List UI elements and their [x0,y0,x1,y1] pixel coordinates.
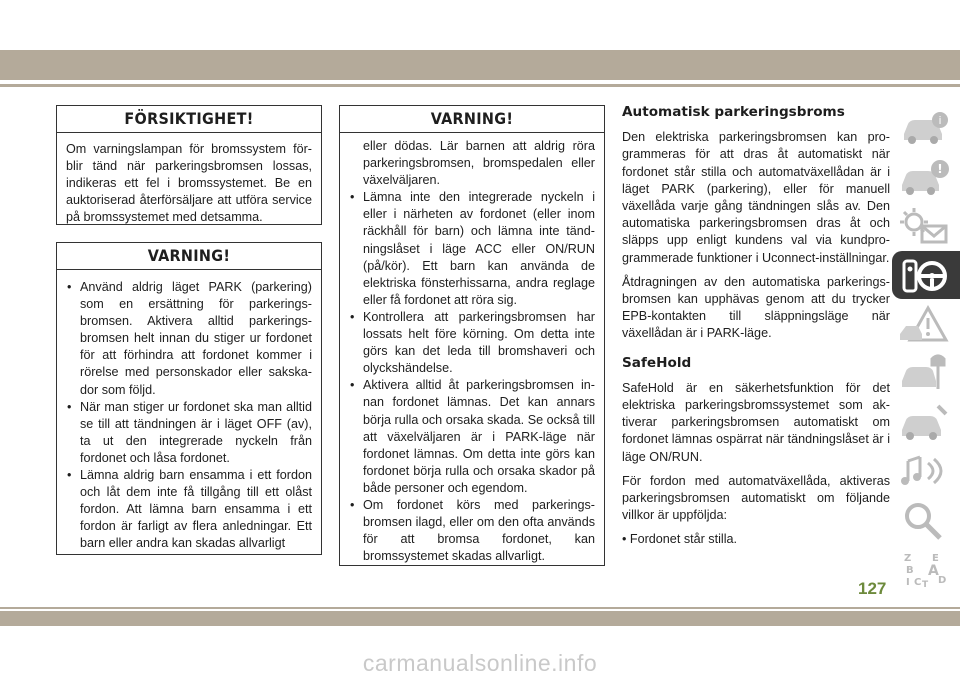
tab-car-alert[interactable] [892,153,960,201]
list-item: eller dödas. Lär barnen att aldrig röra parkeringsbromsen, bromspedalen eller växelväljaren. [363,139,595,188]
car-info-icon [898,108,950,148]
watermark: carmanualsonline.info [362,650,598,676]
index-letter: C [914,577,922,588]
list-item: • När man stiger ur fordonet ska man alltid se till att tändningen är i läget OFF (av), ta ut den integrerade nyckeln från fordonet och låsa fordonet. [66,399,312,467]
warning-box-1 [56,242,322,555]
tab-service-tools[interactable] [892,349,960,397]
list-item: • Lämna inte den integrerade nyckeln i eller i närheten av fordonet (eller inom räckhåll för barn) och lämna inte tänd-ningslåset i läge ACC eller ON/RUN (på/kör). Ett barn kan använda de elektriska fönsterhissarna, andra reglage eller få fordonet att röra sig. [349,189,595,309]
car-service-icon [898,402,950,442]
paragraph: SafeHold är en säkerhetsfunktion för det elektriska parkeringsbromssystemet som ak-tiverar parkeringsbromsen automatiskt om fordonet lämnas ospärrat när tändningslåset är i läge ON/RUN. [622,380,890,464]
list-item: • Kontrollera att parkeringsbromsen har lossats helt före körning. Om detta inte görs kan det leda till bromshaveri och olyckshändelse. [349,309,595,377]
warning-triangle-icon [898,304,950,344]
car-alert-icon [898,157,950,197]
tab-car-info[interactable] [892,104,960,152]
warning-list-2 [349,138,595,565]
index-letter: I [906,577,910,588]
tab-search[interactable] [892,496,960,544]
caution-box [56,105,322,225]
header-band [0,50,960,80]
footer-band [0,611,960,626]
steering-key-icon [898,255,950,295]
list-item: • Använd aldrig läget PARK (parkering) som en ersättning för parkerings-bromsen. Aktivera alltid parkerings-bromsen helt innan du stiger ur fordonet för att förhindra att fordonet kommer i rörelse med personskador eller sakska-dor som följd. [66,279,312,399]
multimedia-icon [898,451,950,491]
bullet-line: • Fordonet står stilla. [622,532,737,547]
index-letter: T [922,580,929,589]
heading-safehold: SafeHold [622,354,692,371]
magnifier-icon [898,500,950,540]
footer-rule [0,607,960,609]
warning-title-2: VARNING! [340,106,604,133]
caution-title: FÖRSIKTIGHET! [57,106,321,133]
dashboard-message-icon [898,206,950,246]
index-letter: D [938,575,947,586]
caution-text: Om varningslampan för bromssystem för-blir tänd när parkeringsbromsen lossas, indikeras ett fel i bromssystemet. Be en auktoriserad återförsäljare att utföra service på bromssystemet med detsamma. [66,142,312,225]
warning-title-1: VARNING! [57,243,321,270]
tab-multimedia[interactable] [892,447,960,495]
service-tools-icon [898,353,950,393]
header-rule [0,84,960,87]
page-number: 127 [858,579,887,598]
paragraph: Den elektriska parkeringsbromsen kan pro-grammeras för att dras åt automatiskt när fordonet står stilla och automatväxellådan är i läget PARK (parkering), eller för manuell växellåda varje gång tändningen slås av. Den automatiska parkeringsbromsen dras åt och släpps upp enligt kundens val via kundpro-grammerade funktioner i Uconnect-inställningar. [622,130,890,265]
list-item: • Aktivera alltid åt parkeringsbromsen in-nan fordonet lämnas. Det kan annars börja rulla och orsaka skada. Se också till att växelväljaren är i PARK-läge när fordonet lämnas. Om detta inte görs kan fordonet börja rulla och orsaka skador på både personer och egendom. [349,377,595,497]
index-letter: E [932,553,939,564]
warning-box-2 [339,105,605,566]
paragraph: För fordon med automatväxellåda, aktiveras parkeringsbromsen automatiskt om följande villkor är uppföljda: [622,473,890,523]
tab-index[interactable] [892,545,960,593]
list-item: • Lämna aldrig barn ensamma i ett fordon och låt dem inte få tillgång till ett olåst fordon. Att lämna barn ensamma i ett fordon är farligt av flera anledningar. Ett barn eller andra kan skadas allvarligt [66,467,312,552]
svg-text:!: ! [937,162,943,176]
right-column [622,104,890,556]
index-letter: Z [904,553,912,564]
tab-warning[interactable] [892,300,960,348]
svg-text:i: i [938,114,942,127]
tab-steering-key[interactable] [892,251,960,299]
heading-auto-parking-brake: Automatisk parkeringsbroms [622,104,845,120]
alphabet-index-icon [898,549,950,589]
index-letter: B [906,565,914,576]
warning-list-1 [66,279,312,553]
list-item: • Om fordonet körs med parkerings-bromsen ilagd, eller om den ofta används för att bromsa fordonet, kan bromssystemet skadas allvarligt. [349,497,595,565]
chapter-sidebar [892,104,960,594]
tab-dashboard-message[interactable] [892,202,960,250]
index-letter: A [928,563,939,579]
paragraph: Åtdragningen av den automatiska parkerings-bromsen kan upphävas genom att du trycker EPB-kontakten till släppningsläge när växellådan är i PARK-läge. [622,274,890,341]
tab-car-service[interactable] [892,398,960,446]
